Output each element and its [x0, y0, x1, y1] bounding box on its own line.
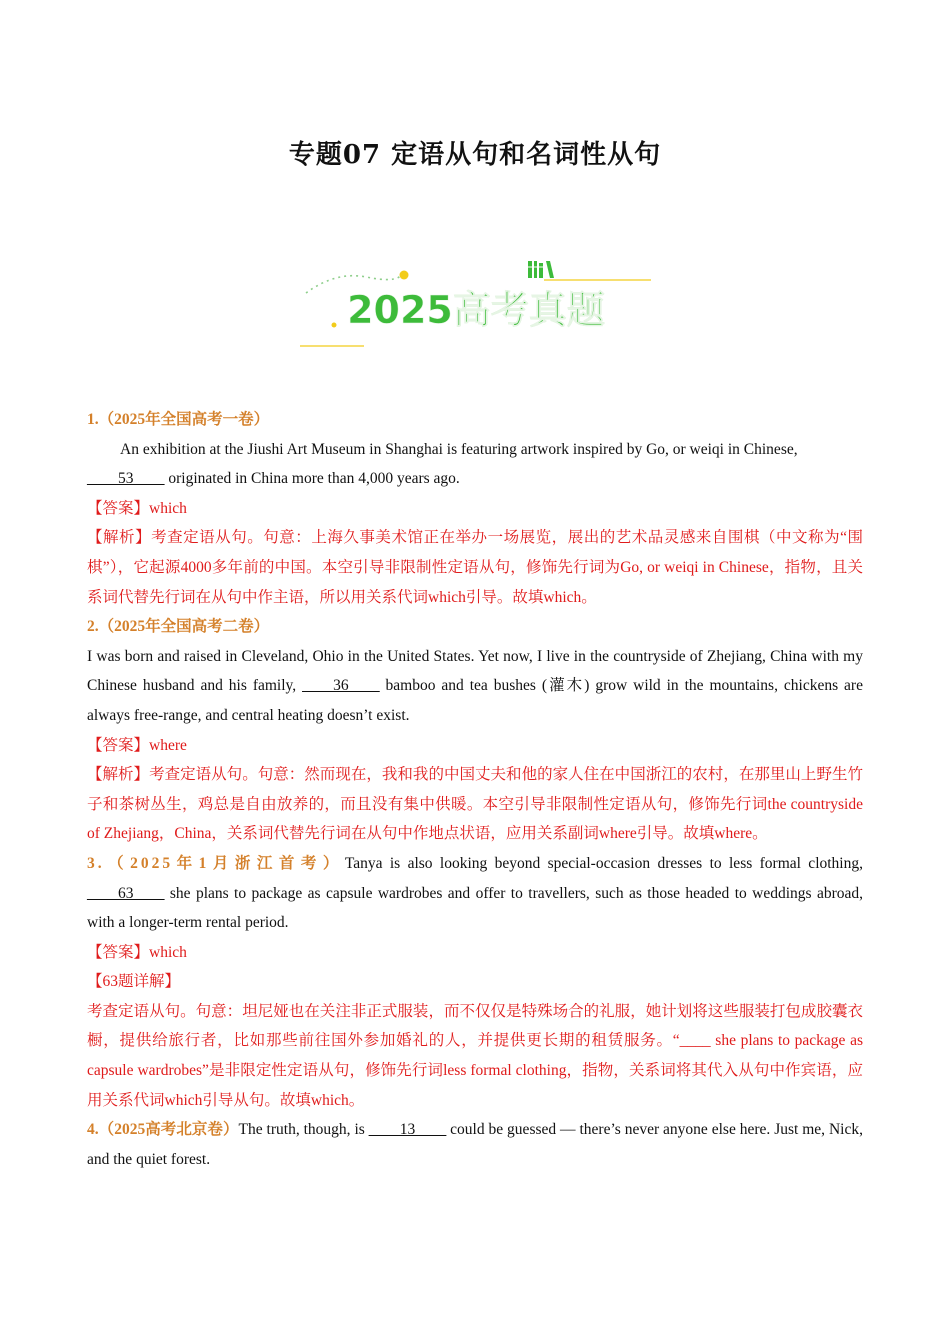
question-3-text-b: she plans to package as capsule wardrobes and offer to travellers, such as those headed to weddings abroad, with a longer-term rental period. — [87, 884, 863, 932]
question-3-detail-heading: 【63题详解】 — [87, 973, 181, 991]
question-3-heading: 3.（2025年1月浙江首考） — [87, 854, 345, 872]
question-2-answer: 【答案】where — [87, 736, 187, 754]
question-2-text-b: bamboo and tea bushes (灌木) grow wild in the mountains, chickens are always free-range, and central heating doesn’t exist. — [87, 677, 863, 724]
question-3-text — [87, 849, 863, 938]
question-2-text — [87, 642, 863, 731]
banner-yellow-dot-small — [332, 323, 337, 328]
books-icon — [528, 261, 554, 278]
question-1-heading: 1.（2025年全国高考一卷） — [87, 411, 270, 428]
question-4-text-a: The truth, though, is — [238, 1121, 369, 1139]
question-4-blank: ____13____ — [368, 1121, 447, 1139]
banner-yellow-dot-large — [400, 271, 409, 280]
question-1-answer: 【答案】which — [87, 499, 187, 517]
question-1-text — [87, 435, 863, 494]
question-3-answer: 【答案】which — [87, 943, 187, 961]
banner-graphic — [296, 255, 656, 350]
question-1-blank: ____53____ — [87, 470, 165, 488]
question-4-text-b: could be guessed — there’s never anyone else here. Just me, Nick, and the quiet forest. — [87, 1121, 863, 1168]
question-2-blank: ____36____ — [302, 677, 380, 695]
question-2-heading: 2.（2025年全国高考二卷） — [87, 618, 270, 636]
question-4-heading: 4.（2025高考北京卷） — [87, 1121, 239, 1139]
question-3-text-a: Tanya is also looking beyond special-occasion dresses to less formal clothing, — [344, 854, 863, 872]
question-list — [87, 405, 863, 1174]
page-title: 专题07 定语从句和名词性从句 — [288, 140, 662, 170]
question-2-text-a: I was born and raised in Cleveland, Ohio in the United States. Yet now, I live in the countryside of Zhejiang, China with my Chinese husband and his family, — [87, 647, 863, 695]
question-1-text-a: An exhibition at the Jiushi Art Museum in Shanghai is featuring artwork inspired by Go, or weiqi in Chinese, — [120, 440, 798, 458]
question-1-text-b: originated in China more than 4,000 years ago. — [164, 470, 460, 488]
question-1-analysis: 【解析】考查定语从句。句意：上海久事美术馆正在举办一场展览，展出的艺术品灵感来自围棋（中文称为“围棋”），它起源4000多年前的中国。本空引导非限制性定语从句，修饰先行词为Go, or weiqi in Chinese，指物，且关系词代替先行词在从句中作主语，所以用关系代词which引导。故填which。 — [87, 529, 863, 606]
question-2-analysis: 【解析】考查定语从句。句意：然而现在，我和我的中国丈夫和他的家人住在中国浙江的农村，在那里山上野生竹子和茶树丛生，鸡总是自由放养的，而且没有集中供暖。本空引导非限制性定语从句，修饰先行词the countryside of Zhejiang，China，关系词代替先行词在从句中作地点状语，应用关系副词where引导。故填where。 — [87, 766, 863, 843]
question-4-text — [87, 1115, 863, 1174]
banner — [296, 255, 656, 350]
banner-text: 2025高考真题 — [347, 288, 605, 332]
question-3-analysis: 考查定语从句。句意：坦尼娅也在关注非正式服装，而不仅仅是特殊场合的礼服，她计划将这些服装打包成胶囊衣橱，提供给旅行者，比如那些前往国外参加婚礼的人，并提供更长期的租赁服务。“____ she plans to package as capsule wardrobes”是非限定性定语从句，修饰先行词less formal clothing，指物，关系词将其代入从句中作宾语，应用关系代词which引导从句。故填which。 — [87, 1002, 863, 1109]
question-3-blank: ____63____ — [87, 884, 165, 902]
